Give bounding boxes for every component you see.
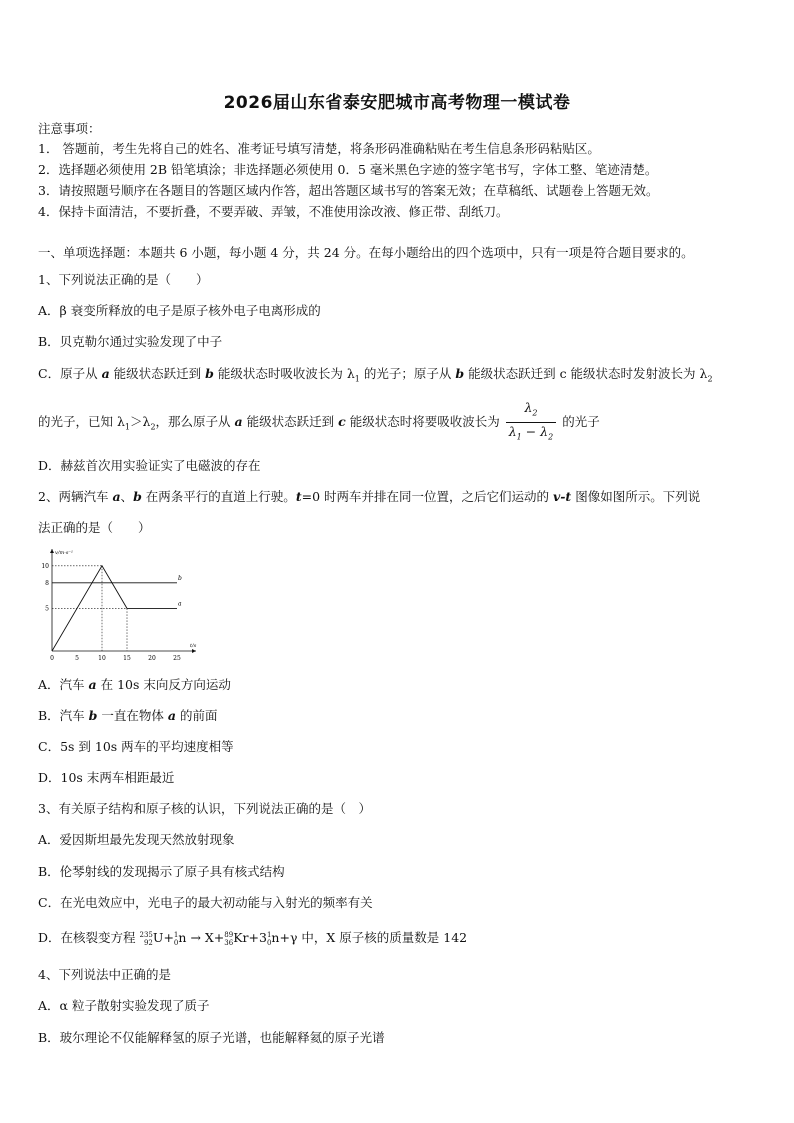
x-axis-label: t/s	[190, 643, 197, 649]
q2-stem-line1	[38, 489, 700, 505]
vt-graph	[32, 545, 202, 665]
q4-option-a: A．α 粒子散射实验发现了质子	[38, 998, 210, 1013]
x-tick-label: 15	[123, 655, 131, 662]
var-c: c	[338, 414, 346, 429]
text: 的前面	[180, 708, 218, 723]
text: 、	[120, 489, 134, 504]
minus-lambda: − λ	[521, 423, 549, 439]
text: 2、两辆汽车	[38, 489, 109, 504]
var-a: a	[167, 708, 177, 723]
exam-title: 2026届山东省泰安肥城市高考物理一模试卷	[223, 93, 571, 113]
coefficient: 3	[259, 930, 267, 945]
text: ＞λ	[130, 414, 151, 429]
text: 的光子；原子从	[363, 366, 452, 381]
atomic-number: 36	[224, 938, 234, 947]
q4-stem: 4、下列说法中正确的是	[38, 967, 171, 982]
q2-stem-line2: 法正确的是（ ）	[38, 520, 151, 535]
x-tick-label: 0	[50, 655, 54, 662]
text: 中，X 原子核的质量数是 142	[301, 930, 468, 945]
var-b: b	[88, 708, 98, 723]
mass-number: 1	[173, 930, 179, 939]
x-tick-label: 10	[98, 655, 106, 662]
var-b: b	[205, 366, 214, 381]
x-axis-arrow	[192, 649, 196, 653]
lambda: λ	[524, 400, 533, 415]
subscript: 1	[516, 432, 522, 441]
reaction-arrow: →	[190, 930, 201, 945]
q4-option-b: B．玻尔理论不仅能解释氢的原子光谱，也能解释氦的原子光谱	[38, 1030, 385, 1045]
q1-option-c-line2	[38, 400, 600, 446]
mass-number: 235	[139, 930, 153, 939]
y-tick-label: 5	[45, 605, 49, 613]
text: 能级状态时吸收波长为 λ	[217, 366, 355, 381]
krypton-symbol: Kr+	[233, 930, 259, 945]
x-tick-label: 25	[173, 655, 181, 662]
text: 的光子	[562, 414, 600, 429]
var-t: t	[295, 489, 302, 504]
text: =0 时两车并排在同一位置，之后它们运动的	[301, 489, 549, 504]
text: ，那么原子从	[155, 414, 231, 429]
notice-heading: 注意事项：	[38, 121, 101, 136]
text: 能级状态跃迁到	[113, 366, 202, 381]
text: C．原子从	[38, 366, 98, 381]
text: 在 10s 末向反方向运动	[100, 677, 231, 692]
y-axis-arrow	[50, 549, 54, 553]
notice-item-1: 1． 答题前，考生先将自己的姓名、准考证号填写清楚，将条形码准确粘贴在考生信息条形码粘贴区。	[38, 141, 600, 156]
atomic-number: 0	[173, 938, 179, 947]
text: 的光子，已知 λ	[38, 414, 125, 429]
subscript: 1	[124, 422, 130, 432]
var-a: a	[112, 489, 121, 504]
neutron-symbol: n	[178, 930, 187, 945]
x-tick-label: 5	[75, 655, 79, 662]
var-a: a	[88, 677, 97, 692]
text: 能级状态跃迁到 c 能级状态时发射波长为 λ	[468, 366, 708, 381]
text: 图像如图所示。下列说	[575, 489, 701, 504]
notice-item-3: 3．请按照题号顺序在各题目的答题区域内作答，超出答题区域书写的答案无效；在草稿纸、试题卷上答题无效。	[38, 183, 659, 198]
text: 能级状态跃迁到	[246, 414, 335, 429]
q3-option-c: C．在光电效应中，光电子的最大初动能与入射光的频率有关	[38, 895, 373, 910]
mass-number: 1	[266, 930, 272, 939]
var-b: b	[455, 366, 465, 381]
subscript: 2	[548, 432, 554, 441]
uranium-symbol: U	[152, 930, 164, 945]
text: B．汽车	[38, 708, 85, 723]
text: 能级状态时将要吸收波长为	[349, 414, 500, 429]
lambda: λ	[508, 423, 517, 439]
y-tick-label: 8	[45, 579, 49, 587]
section-heading: 一、单项选择题：本题共 6 小题，每小题 4 分，共 24 分。在每小题给出的四个选项中，只有一项是符合题目要求的。	[38, 245, 694, 260]
fraction-numerator	[506, 400, 556, 422]
series-label-b: b	[178, 574, 182, 582]
q3-option-a: A．爱因斯坦最先发现天然放射现象	[38, 832, 235, 847]
var-a: a	[234, 414, 243, 429]
series-label-a: a	[178, 600, 182, 608]
q1-option-a: A．β 衰变所释放的电子是原子核外电子电离形成的	[38, 303, 321, 318]
q3-option-b: B．伦琴射线的发现揭示了原子具有核式结构	[38, 864, 285, 879]
q1-stem: 1、下列说法正确的是（ ）	[38, 272, 209, 287]
wavelength-fraction	[506, 400, 556, 445]
q3-stem: 3、有关原子结构和原子核的认识，下列说法正确的是（ ）	[38, 801, 371, 816]
mass-number: 89	[224, 930, 234, 939]
u-numbers	[140, 931, 153, 947]
text: D．在核裂变方程	[38, 930, 136, 945]
subscript: 2	[707, 374, 713, 384]
q2-option-d: D．10s 末两车相距最近	[38, 770, 175, 785]
var-b: b	[133, 489, 142, 504]
y-tick-label: 10	[41, 562, 49, 570]
q2-option-a	[38, 677, 231, 693]
q2-option-c: C．5s 到 10s 两车的平均速度相等	[38, 739, 234, 754]
subscript: 2	[150, 422, 156, 432]
q1-option-b: B．贝克勒尔通过实验发现了中子	[38, 334, 223, 349]
atomic-number: 0	[266, 938, 272, 947]
text: 在两条平行的直道上行驶。	[145, 489, 296, 504]
q1-option-d: D．赫兹首次用实验证实了电磁波的存在	[38, 458, 261, 473]
var-a: a	[101, 366, 110, 381]
text: 一直在物体	[101, 708, 164, 723]
fission-equation	[140, 930, 302, 945]
q2-option-b	[38, 708, 218, 724]
fraction-denominator	[506, 422, 556, 446]
subscript: 2	[532, 408, 538, 418]
x-symbol: X+	[204, 930, 225, 945]
notice-item-4: 4．保持卡面清洁，不要折叠，不要弄破、弄皱，不准使用涂改液、修正带、刮纸刀。	[38, 204, 509, 219]
subscript: 1	[354, 374, 360, 384]
x-tick-label: 20	[148, 655, 156, 662]
var-vt: v-t	[552, 489, 572, 504]
kr-numbers	[224, 931, 233, 947]
atomic-number: 92	[143, 938, 153, 947]
plus: +	[163, 930, 174, 945]
text: A．汽车	[38, 677, 85, 692]
notice-item-2: 2．选择题必须使用 2B 铅笔填涂；非选择题必须使用 0．5 毫米黑色字迹的签字笔书写，字体工整、笔迹清楚。	[38, 162, 658, 177]
q3-option-d	[38, 928, 467, 948]
neutron-gamma: n+γ	[271, 930, 298, 945]
q1-option-c-line1	[38, 366, 713, 388]
y-axis-label: v/m·s⁻¹	[55, 550, 74, 556]
